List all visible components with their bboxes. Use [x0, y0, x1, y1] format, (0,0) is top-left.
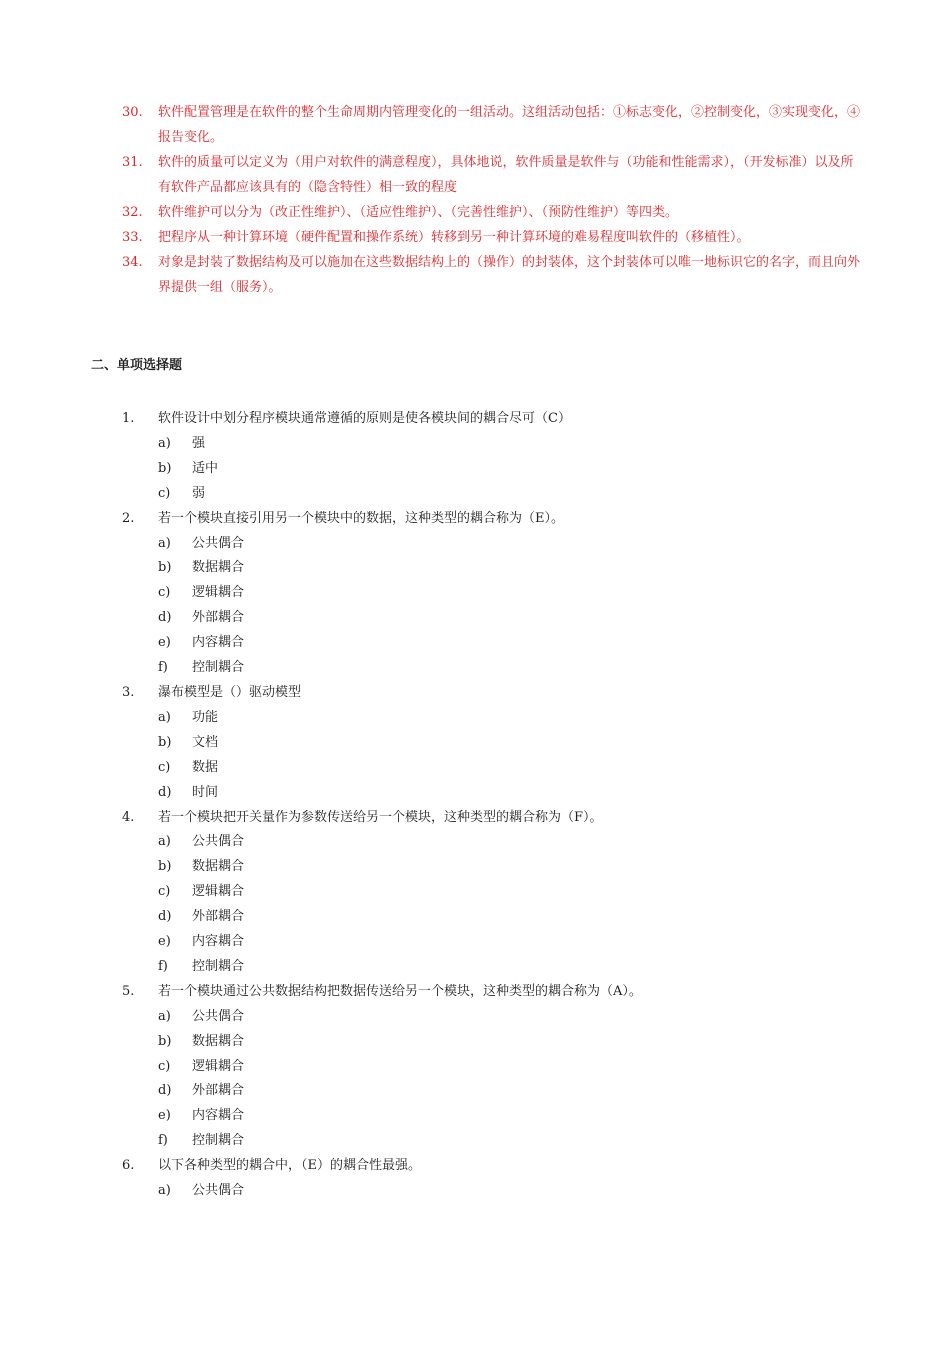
option-item [158, 1129, 862, 1154]
option-item [158, 731, 862, 756]
option-text: 适中 [192, 460, 219, 476]
item-number: 34. [122, 255, 143, 270]
option-text: 公共偶合 [192, 535, 245, 551]
option-item [158, 880, 862, 905]
item-number: 33. [122, 230, 143, 245]
option-label: d) [158, 909, 172, 925]
option-label: c) [158, 759, 171, 775]
option-item [158, 830, 862, 855]
option-label: a) [158, 435, 171, 451]
item-text: 软件维护可以分为（改正性维护）、（适应性维护）、（完善性维护）、（预防性维护）等四类。 [158, 205, 679, 220]
option-label: c) [158, 485, 171, 501]
option-text: 外部耦合 [192, 909, 245, 925]
item-number: 32. [122, 205, 143, 220]
fill-in-item [122, 225, 862, 250]
option-item [158, 781, 862, 806]
option-item [158, 432, 862, 457]
option-item [158, 457, 862, 482]
question-text: 若一个模块通过公共数据结构把数据传送给另一个模块，这种类型的耦合称为（A）。 [158, 983, 642, 999]
option-item [158, 1030, 862, 1055]
option-list [158, 706, 862, 806]
option-label: e) [158, 934, 171, 950]
question-text: 瀑布模型是（）驱动模型 [158, 684, 302, 700]
item-number: 31. [122, 155, 143, 170]
option-label: a) [158, 1183, 171, 1199]
question-item [122, 806, 862, 980]
question-item [122, 1154, 862, 1204]
option-text: 外部耦合 [192, 610, 245, 626]
option-item [158, 631, 862, 656]
item-text: 软件配置管理是在软件的整个生命周期内管理变化的一组活动。这组活动包括：①标志变化，②控制变化，③实现变化，④报告变化。 [158, 105, 861, 145]
option-label: b) [158, 734, 172, 750]
option-item [158, 556, 862, 581]
item-text: 对象是封装了数据结构及可以施加在这些数据结构上的（操作）的封装体，这个封装体可以唯一地标识它的名字，而且向外界提供一组（服务）。 [158, 255, 861, 295]
option-item [158, 656, 862, 681]
option-item [158, 706, 862, 731]
option-text: 公共偶合 [192, 1008, 245, 1024]
option-item [158, 955, 862, 980]
option-text: 数据 [192, 759, 219, 775]
option-label: b) [158, 560, 172, 576]
option-label: c) [158, 1058, 171, 1074]
option-label: f) [158, 660, 168, 676]
item-number: 30. [122, 105, 143, 120]
option-label: a) [158, 834, 171, 850]
option-label: a) [158, 709, 171, 725]
option-item [158, 756, 862, 781]
option-text: 强 [192, 435, 206, 451]
option-text: 时间 [192, 784, 219, 800]
question-item [122, 980, 862, 1154]
option-text: 文档 [192, 734, 219, 750]
option-label: d) [158, 1083, 172, 1099]
option-label: f) [158, 958, 168, 974]
item-text: 软件的质量可以定义为（用户对软件的满意程度），具体地说，软件质量是软件与（功能和性能需求），（开发标准）以及所有软件产品都应该具有的（隐含特性）相一致的程度 [158, 155, 854, 195]
option-text: 功能 [192, 709, 219, 725]
option-text: 控制耦合 [192, 1133, 245, 1149]
question-number: 1. [122, 411, 135, 426]
option-label: e) [158, 1108, 171, 1124]
option-label: b) [158, 1033, 172, 1049]
question-text: 软件设计中划分程序模块通常遵循的原则是使各模块间的耦合尽可（C） [158, 411, 571, 426]
option-text: 数据耦合 [192, 859, 245, 875]
option-label: c) [158, 884, 171, 900]
option-item [158, 905, 862, 930]
option-item [158, 1179, 862, 1204]
fill-in-item [122, 250, 862, 300]
option-text: 数据耦合 [192, 1033, 245, 1049]
section-title: 二、单项选择题 [91, 358, 183, 373]
question-number: 5. [122, 983, 135, 999]
option-text: 数据耦合 [192, 560, 245, 576]
option-label: a) [158, 1008, 171, 1024]
option-label: d) [158, 610, 172, 626]
option-item [158, 1005, 862, 1030]
option-text: 公共偶合 [192, 834, 245, 850]
option-list [158, 1005, 862, 1154]
option-list [158, 532, 862, 681]
option-item [158, 606, 862, 631]
option-list [158, 432, 862, 507]
fill-in-answer-list [122, 100, 862, 300]
option-item [158, 930, 862, 955]
question-item [122, 681, 862, 806]
question-number: 4. [122, 809, 135, 825]
option-label: a) [158, 535, 171, 551]
option-label: b) [158, 460, 172, 476]
option-item [158, 532, 862, 557]
option-list [158, 1179, 862, 1204]
option-item [158, 1079, 862, 1104]
question-item [122, 507, 862, 681]
question-number: 6. [122, 1158, 135, 1174]
question-text: 若一个模块把开关量作为参数传送给另一个模块，这种类型的耦合称为（F）。 [158, 809, 603, 825]
question-number: 3. [122, 684, 135, 700]
option-text: 内容耦合 [192, 1108, 245, 1124]
fill-in-item [122, 200, 862, 225]
option-label: f) [158, 1133, 168, 1149]
option-text: 弱 [192, 485, 206, 501]
option-text: 控制耦合 [192, 958, 245, 974]
option-text: 逻辑耦合 [192, 585, 245, 601]
option-label: c) [158, 585, 171, 601]
option-text: 逻辑耦合 [192, 1058, 245, 1074]
option-list [158, 830, 862, 979]
option-item [158, 482, 862, 507]
multiple-choice-list [122, 407, 862, 1204]
option-item [158, 855, 862, 880]
option-text: 逻辑耦合 [192, 884, 245, 900]
option-item [158, 1104, 862, 1129]
option-label: e) [158, 635, 171, 651]
option-text: 控制耦合 [192, 660, 245, 676]
item-text: 把程序从一种计算环境（硬件配置和操作系统）转移到另一种计算环境的难易程度叫软件的（移植性）。 [158, 230, 750, 245]
option-item [158, 581, 862, 606]
option-text: 内容耦合 [192, 934, 245, 950]
question-item [122, 407, 862, 507]
question-number: 2. [122, 510, 135, 526]
fill-in-item [122, 100, 862, 150]
option-item [158, 1055, 862, 1080]
option-text: 内容耦合 [192, 635, 245, 651]
option-text: 外部耦合 [192, 1083, 245, 1099]
option-label: d) [158, 784, 172, 800]
option-label: b) [158, 859, 172, 875]
fill-in-item [122, 150, 862, 200]
question-text: 若一个模块直接引用另一个模块中的数据，这种类型的耦合称为（E）。 [158, 510, 564, 526]
option-text: 公共偶合 [192, 1183, 245, 1199]
question-text: 以下各种类型的耦合中，（E）的耦合性最强。 [158, 1158, 421, 1174]
